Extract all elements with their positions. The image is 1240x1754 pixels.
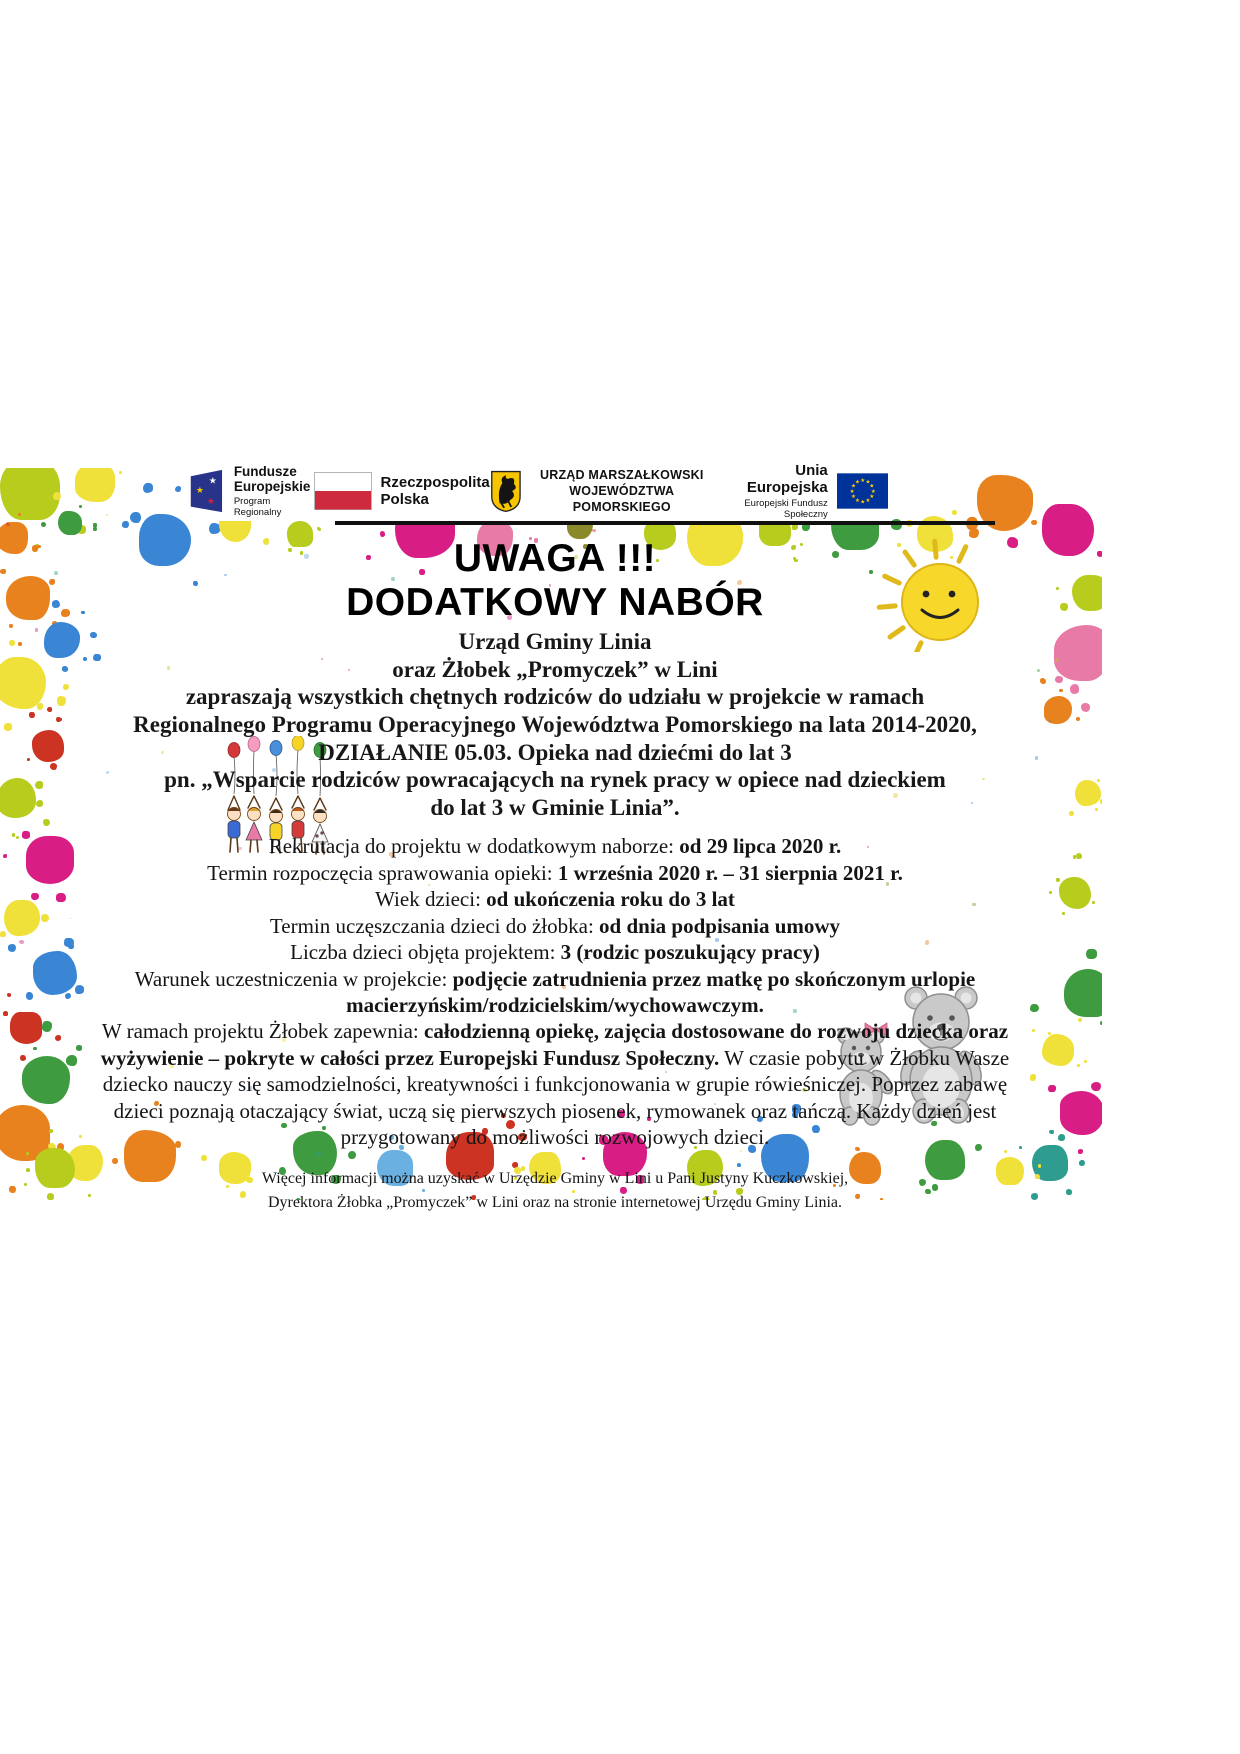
footer-line: Więcej informacji można uzyskać w Urzędzie Gminy w Lini u Pani Justyny Kuczkowskiej, (261, 1169, 849, 1187)
intro-line: do lat 3 w Gminie Linia”. (430, 794, 680, 820)
logo-unia-europejska (713, 462, 888, 521)
logo-text: URZĄD MARSZAŁKOWSKI (540, 467, 704, 482)
fundusze-europejskie-label (234, 464, 314, 518)
intro-block (100, 628, 1010, 821)
logo-text: Fundusze (233, 463, 297, 479)
header-divider (335, 521, 995, 525)
intro-line: DZIAŁANIE 05.03. Opieka nad dziećmi do lat 3 (318, 739, 792, 765)
detail-line: Wiek dzieci: od ukończenia roku do 3 lat (375, 887, 735, 912)
urzad-marszalkowski-label (531, 467, 713, 516)
svg-text:★: ★ (869, 494, 874, 501)
svg-text:★: ★ (865, 479, 871, 486)
title-line-uwaga: UWAGA !!! (453, 537, 657, 580)
poster-content (100, 537, 1010, 1215)
footer-line: Dyrektora Żłobka „Promyczek” w Lini oraz na stronie internetowej Urzędu Gminy Linia. (267, 1193, 843, 1211)
pomorskie-crest-icon (490, 467, 522, 515)
detail-line: Rekrutacja do projektu w dodatkowym naborze: od 29 lipca 2020 r. (268, 834, 842, 859)
poster-title (100, 537, 1010, 625)
logo-rzeczpospolita-polska (314, 472, 490, 510)
unia-europejska-label (713, 462, 828, 521)
project-description: W ramach projektu Żłobek zapewnia: całodzienną opiekę, zajęcia dostosowane do rozwoju dziecka oraz wyżywienie – pokryte w całości przez Europejski Fundusz Społeczny. W czasie pobytu w Żłobku Wasze dziecko nauczy się samodzielności, kreatywności i funkcjonowania w grupie rówieśniczej. Poprzez zabawę dzieci poznają otaczający świat, uczą się pierwszych piosenek, rymowanek oraz tańczą. Każdy dzień jest przygotowany do możliwości rozwojowych dzieci. (100, 1019, 1010, 1150)
svg-text:★: ★ (850, 494, 856, 501)
svg-text:★: ★ (869, 483, 874, 490)
svg-text:★: ★ (870, 488, 876, 495)
intro-line: pn. „Wsparcie rodziców powracających na rynek pracy w opiece nad dzieckiem (164, 767, 946, 793)
svg-text:★: ★ (860, 478, 865, 485)
logo-text: Program Regionalny (233, 496, 282, 519)
logo-fundusze-europejskie (188, 464, 314, 518)
svg-text:★: ★ (865, 497, 871, 504)
eu-flag-icon (837, 471, 888, 511)
rzeczpospolita-polska-label (381, 474, 490, 509)
intro-line: oraz Żłobek „Promyczek” w Lini (392, 656, 718, 682)
svg-text:★: ★ (850, 483, 856, 490)
svg-text:★: ★ (208, 475, 217, 486)
logo-text: Rzeczpospolita (380, 473, 490, 491)
logo-urzad-marszalkowski (490, 467, 713, 516)
svg-text:★: ★ (849, 488, 855, 495)
intro-line: Regionalnego Programu Operacyjnego Województwa Pomorskiego na lata 2014-2020, (133, 711, 977, 737)
logo-text: Europejski Fundusz Społeczny (744, 498, 828, 521)
poland-flag-icon (314, 472, 372, 510)
svg-text:★: ★ (206, 495, 216, 506)
detail-line: Warunek uczestniczenia w projekcie: podjęcie zatrudnienia przez matkę po skończonym urlopie macierzyńskim/rodzicielskim/wychowawczym. (134, 966, 976, 1017)
intro-line: Urząd Gminy Linia (458, 629, 652, 655)
footer-block (100, 1167, 1010, 1215)
detail-line: Termin uczęszczania dzieci do żłobka: od dnia podpisania umowy (269, 913, 841, 938)
logo-text: Polska (380, 491, 429, 508)
eu-funding-logo-bar (188, 461, 888, 521)
fundusze-europejskie-flag-icon (188, 467, 225, 515)
intro-line: zapraszają wszystkich chętnych rodziców do udziału w projekcie w ramach (185, 684, 925, 710)
title-line-dodatkowy-nabor: DODATKOWY NABÓR (346, 581, 764, 625)
logo-text: WOJEWÓDZTWA POMORSKIEGO (569, 483, 675, 515)
logo-text: Europejskie (233, 479, 311, 494)
svg-text:★: ★ (854, 479, 860, 486)
detail-line: Termin rozpoczęcia sprawowania opieki: 1 września 2020 r. – 31 sierpnia 2021 r. (207, 860, 903, 885)
svg-text:★: ★ (860, 499, 865, 506)
detail-line: Liczba dzieci objęta projektem: 3 (rodzic poszukujący pracy) (290, 940, 820, 965)
svg-text:★: ★ (195, 484, 205, 495)
svg-text:★: ★ (854, 497, 860, 504)
details-block (100, 833, 1010, 1018)
logo-text: Unia Europejska (746, 461, 828, 496)
